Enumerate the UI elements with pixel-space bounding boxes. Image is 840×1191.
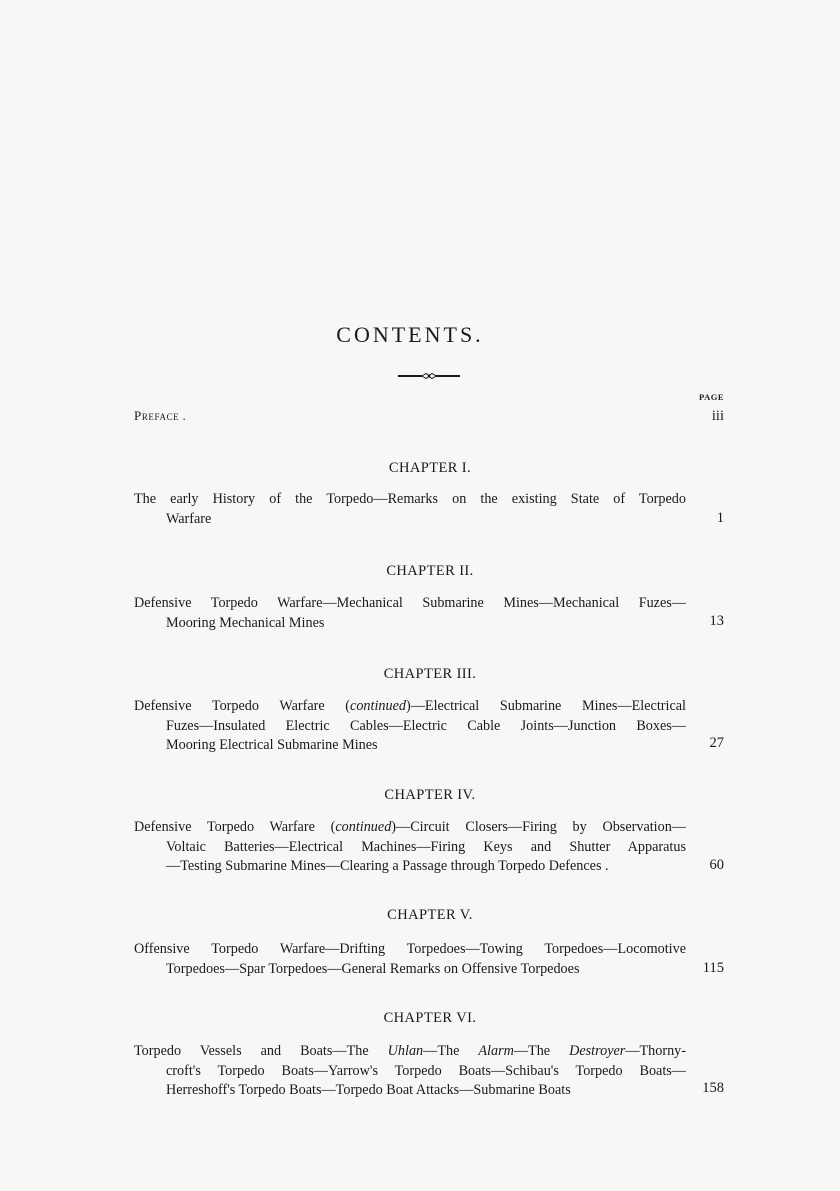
description-line: Torpedoes—Spar Torpedoes—General Remarks on Offensive Torpedoes [166,960,580,977]
vessel-name-destroyer: Destroyer [569,1043,626,1059]
description-line: Mooring Electrical Submarine Mines [166,737,378,753]
chapter-description [134,697,686,756]
description-line: Offensive Torpedo Warfare—Drifting Torpedoes—Towing Torpedoes—Locomotive [134,941,686,957]
description-line [134,1042,686,1062]
description-line: Mooring Mechanical Mines [166,614,325,631]
chapter-entry [0,787,840,804]
description-line: Defensive Torpedo Warfare (continued)—Circuit Closers—Firing by Observation— [134,819,686,835]
text-fragment: —The [513,1043,570,1059]
chapter-page-number: 13 [709,613,724,629]
page-column-header: PAGE [699,392,724,402]
preface-page: iii [711,408,724,424]
chapter-heading: CHAPTER II. [386,563,474,579]
chapter-entry [0,666,840,683]
continued-note: continued [335,819,392,835]
preface-entry [134,408,724,424]
description-line: Voltaic Batteries—Electrical Machines—Firing Keys and Shutter Apparatus [166,838,686,855]
contents-title: CONTENTS. [336,322,484,347]
chapter-entry [0,460,840,477]
description-line: Fuzes—Insulated Electric Cables—Electric Cable Joints—Junction Boxes— [166,717,686,734]
chapter-page-number: 158 [702,1080,724,1096]
description-line: Defensive Torpedo Warfare—Mechanical Submarine Mines—Mechanical Fuzes— [134,595,686,611]
text-fragment: —The [423,1043,479,1059]
chapter-heading: CHAPTER III. [383,666,477,682]
ornament-divider-icon [398,371,460,381]
chapter-page-number: 115 [702,960,724,976]
chapter-heading: CHAPTER IV. [384,787,476,803]
description-line: The early History of the Torpedo—Remarks on the existing State of Torpedo [134,491,686,507]
chapter-heading: CHAPTER V. [387,907,473,923]
preface-dot: . [179,408,186,423]
chapter-entry [0,907,840,924]
chapter-description [134,594,686,633]
description-line: croft's Torpedo Boats—Yarrow's Torpedo Boats—Schibau's Torpedo Boats— [166,1062,686,1079]
continued-note: continued [350,698,406,714]
chapter-page-number: 1 [716,510,724,526]
vessel-name-uhlan: Uhlan [387,1043,424,1059]
vessel-name-alarm: Alarm [478,1043,514,1059]
chapter-heading: CHAPTER I. [388,460,472,476]
chapter-page-number: 60 [709,857,724,873]
text-fragment: —Thorny- [625,1043,686,1059]
chapter-description [134,940,686,979]
description-line: Warfare [166,510,212,527]
chapter-heading: CHAPTER VI. [383,1010,477,1026]
chapter-description [134,818,686,877]
chapter-entry [0,563,840,580]
text-fragment: Torpedo Vessels and Boats—The [134,1043,388,1059]
description-line: Defensive Torpedo Warfare (continued)—Electrical Submarine Mines—Electrical [134,698,686,714]
chapter-description [134,1042,686,1101]
chapter-description [134,490,686,529]
description-line: —Testing Submarine Mines—Clearing a Passage through Torpedo Defences . [166,858,609,874]
chapter-entry [0,1010,840,1027]
chapter-page-number: 27 [709,735,724,751]
preface-label: Preface [134,408,180,423]
description-line: Herreshoff's Torpedo Boats—Torpedo Boat Attacks—Submarine Boats [166,1082,571,1098]
